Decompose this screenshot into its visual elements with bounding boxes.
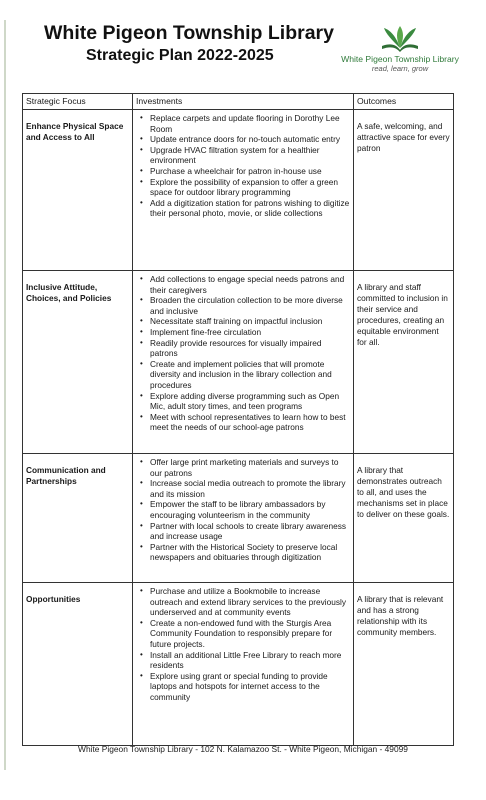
outcome-cell: A library that demonstrates outreach to all, and uses the mechanisms set in place to deliver on these goals. bbox=[354, 454, 454, 583]
investment-item: • Explore using grant or special funding to provide laptops and hotspots for internet access to the community bbox=[136, 671, 350, 703]
investment-item: • Upgrade HVAC filtration system for a healthier environment bbox=[136, 145, 350, 166]
investment-item: • Partner with local schools to create library awareness and increase usage bbox=[136, 521, 350, 542]
investment-item: • Update entrance doors for no-touch automatic entry bbox=[136, 134, 350, 145]
investment-item: • Create a non-endowed fund with the Sturgis Area Community Foundation to responsibly prepare for future projects. bbox=[136, 618, 350, 650]
page-edge-line bbox=[4, 20, 6, 770]
table-row bbox=[23, 271, 454, 454]
investment-item: • Install an additional Little Free Library to reach more residents bbox=[136, 650, 350, 671]
outcome-cell: A safe, welcoming, and attractive space for every patron bbox=[354, 110, 454, 271]
investment-item: • Explore the possibility of expansion to offer a green space for outdoor library programming bbox=[136, 177, 350, 198]
investment-item: • Add a digitization station for patrons wishing to digitize their personal photo, movie, or slide collections bbox=[136, 198, 350, 219]
investment-item: • Increase social media outreach to promote the library and its mission bbox=[136, 478, 350, 499]
outcome-cell: A library and staff committed to inclusion in their service and procedures, creating an equitable environment for all. bbox=[354, 271, 454, 454]
investments-cell bbox=[133, 583, 354, 746]
investment-item: • Purchase a wheelchair for patron in-house use bbox=[136, 166, 350, 177]
strategic-focus-cell: Enhance Physical Space and Access to All bbox=[23, 110, 133, 271]
investment-item: • Explore adding diverse programming such as Open Mic, adult story times, and teen programs bbox=[136, 391, 350, 412]
document-header bbox=[0, 0, 486, 92]
investment-list bbox=[136, 586, 350, 703]
strategic-focus-cell: Communication and Partnerships bbox=[23, 454, 133, 583]
table-row bbox=[23, 454, 454, 583]
investments-cell bbox=[133, 454, 354, 583]
investment-item: • Partner with the Historical Society to preserve local newspapers and obituaries through digitization bbox=[136, 542, 350, 563]
document-title: White Pigeon Township Library bbox=[44, 22, 334, 44]
investment-item: • Meet with school representatives to learn how to best meet the needs of our school-age patrons bbox=[136, 412, 350, 433]
logo-tagline: read, learn, grow bbox=[371, 64, 429, 73]
column-header-outcomes: Outcomes bbox=[354, 94, 454, 110]
investment-item: • Broaden the circulation collection to be more diverse and inclusive bbox=[136, 295, 350, 316]
investment-item: • Create and implement policies that will promote diversity and inclusion in the library collection and procedures bbox=[136, 359, 350, 391]
strategic-focus-cell: Inclusive Attitude, Choices, and Policies bbox=[23, 271, 133, 454]
table-row bbox=[23, 110, 454, 271]
logo-name: White Pigeon Township Library bbox=[341, 54, 459, 64]
strategic-focus-cell: Opportunities bbox=[23, 583, 133, 746]
investment-item: • Purchase and utilize a Bookmobile to increase outreach and extend library services to the previously underserved and at community events bbox=[136, 586, 350, 618]
outcome-cell: A library that is relevant and has a strong relationship with its community members. bbox=[354, 583, 454, 746]
investment-list bbox=[136, 113, 350, 219]
investment-list bbox=[136, 274, 350, 433]
library-logo bbox=[330, 26, 470, 88]
investment-item: • Replace carpets and update flooring in Dorothy Lee Room bbox=[136, 113, 350, 134]
investments-cell bbox=[133, 271, 354, 454]
investment-item: • Readily provide resources for visually impaired patrons bbox=[136, 338, 350, 359]
strategic-plan-table bbox=[22, 93, 454, 746]
footer-address: White Pigeon Township Library - 102 N. Kalamazoo St. - White Pigeon, Michigan - 49099 bbox=[78, 744, 408, 754]
column-header-investments: Investments bbox=[133, 94, 354, 110]
table-row bbox=[23, 583, 454, 746]
table-header-row bbox=[23, 94, 454, 110]
investments-cell bbox=[133, 110, 354, 271]
column-header-focus: Strategic Focus bbox=[23, 94, 133, 110]
investment-item: • Offer large print marketing materials and surveys to our patrons bbox=[136, 457, 350, 478]
document-subtitle: Strategic Plan 2022-2025 bbox=[86, 47, 274, 64]
investment-item: • Empower the staff to be library ambassadors by encouraging volunteerism in the community bbox=[136, 499, 350, 520]
investment-item: • Necessitate staff training on impactful inclusion bbox=[136, 316, 350, 327]
investment-item: • Implement fine-free circulation bbox=[136, 327, 350, 338]
investment-item: • Add collections to engage special needs patrons and their caregivers bbox=[136, 274, 350, 295]
investment-list bbox=[136, 457, 350, 563]
book-leaves-icon bbox=[378, 26, 422, 52]
